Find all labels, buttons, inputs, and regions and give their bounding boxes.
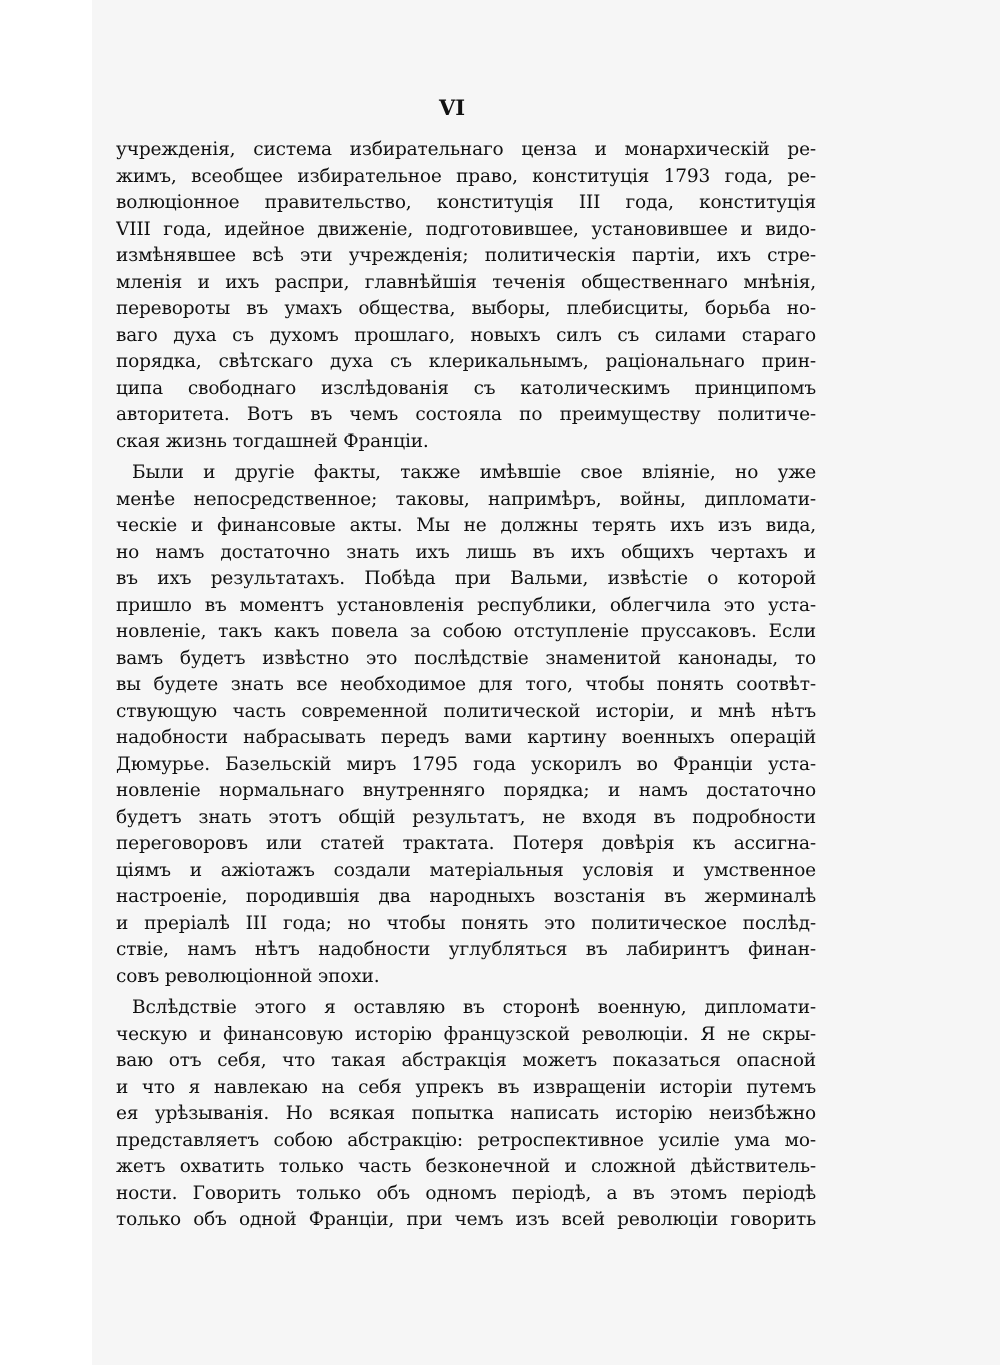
- text-line: но намъ достаточно знать ихъ лишь въ ихъ общихъ чертахъ и: [116, 541, 816, 563]
- text-line: измѣнявшее всѣ эти учрежденія; политическія партіи, ихъ стре-: [116, 245, 816, 266]
- text-line: ея урѣзыванія. Но всякая попытка написать исторію неизбѣжно: [116, 1103, 816, 1124]
- text-line: перевороты въ умахъ общества, выборы, плебисциты, борьба но-: [116, 298, 816, 319]
- text-line: настроеніе, породившія два народныхъ возстанія въ жерминалѣ: [116, 886, 816, 907]
- text-line: совъ революціонной эпохи.: [116, 965, 380, 987]
- paragraph: [116, 460, 816, 990]
- text-line: представляетъ собою абстракцію: ретроспективное усиліе ума мо-: [116, 1129, 816, 1151]
- paragraph: [116, 995, 816, 1234]
- text-line: волюціонное правительство, конституція III года, конституція: [116, 192, 816, 213]
- text-line: будетъ знать этотъ общій результатъ, не входя въ подробности: [116, 806, 816, 828]
- text-line: въ ихъ результатахъ. Побѣда при Вальми, извѣстіе о которой: [116, 568, 816, 589]
- text-line: ваго духа съ духомъ прошлаго, новыхъ силъ съ силами стараго: [116, 324, 816, 346]
- text-line: вы будете знать все необходимое для того, чтобы понять соотвѣт-: [116, 674, 816, 695]
- text-line: учрежденія, система избирательнаго ценза и монархическій ре-: [116, 139, 816, 160]
- text-line: авторитета. Вотъ въ чемъ состояла по преимуществу политиче-: [116, 404, 816, 425]
- text-line: ваю отъ себя, что такая абстракція можетъ показаться опасной: [116, 1050, 816, 1071]
- text-line: только объ одной Франціи, при чемъ изъ всей революціи говорить: [116, 1209, 816, 1230]
- text-line: и преріалѣ III года; но чтобы понять это политическое послѣд-: [116, 912, 816, 934]
- page-number: VI: [438, 95, 466, 120]
- text-body: [116, 137, 816, 1234]
- text-line: порядка, свѣтскаго духа съ клерикальнымъ, раціональнаго прин-: [116, 351, 816, 372]
- text-line: ческіе и финансовые акты. Мы не должны терять ихъ изъ вида,: [116, 515, 816, 536]
- text-line: VIII года, идейное движеніе, подготовившее, установившее и видо-: [116, 218, 816, 240]
- text-line: мленія и ихъ распри, главнѣйшія теченія общественнаго мнѣнія,: [116, 271, 816, 293]
- text-line: и что я навлекаю на себя упрекъ въ извращеніи исторіи путемъ: [116, 1076, 816, 1098]
- text-line: ческую и финансовую исторію французской революціи. Я не скры-: [116, 1023, 816, 1045]
- text-line: Вслѣдствіе этого я оставляю въ сторонѣ военную, дипломати-: [132, 997, 816, 1018]
- text-line: жетъ охватить только часть безконечной и сложной дѣйствитель-: [116, 1156, 816, 1177]
- text-line: пришло въ моментъ установленія республики, облегчила это уста-: [116, 594, 816, 616]
- text-line: надобности набрасывать передъ вами картину военныхъ операцій: [116, 727, 816, 748]
- text-line: ствіе, намъ нѣтъ надобности углубляться въ лабиринтъ финан-: [116, 939, 816, 960]
- text-line: жимъ, всеобщее избирательное право, конституція 1793 года, ре-: [116, 165, 816, 187]
- text-line: менѣе непосредственное; таковы, напримѣръ, войны, дипломати-: [116, 488, 816, 510]
- text-line: переговоровъ или статей трактата. Потеря довѣрія къ ассигна-: [116, 833, 816, 854]
- paragraph: [116, 137, 816, 455]
- text-line: ская жизнь тогдашней Франціи.: [116, 430, 429, 452]
- text-line: Дюмурье. Базельскій миръ 1795 года ускорилъ во Франціи уста-: [116, 753, 816, 775]
- text-line: ности. Говорить только объ одномъ періодѣ, а въ этомъ періодѣ: [116, 1182, 816, 1204]
- book-page: [116, 95, 816, 1239]
- text-line: ципа свободнаго изслѣдованія съ католическимъ принципомъ: [116, 377, 816, 399]
- text-line: новленіе, такъ какъ повела за собою отступленіе пруссаковъ. Если: [116, 621, 816, 642]
- text-line: ціямъ и ажіотажъ создали матеріальныя условія и умственное: [116, 859, 816, 881]
- text-line: вамъ будетъ извѣстно это послѣдствіе знаменитой канонады, то: [116, 647, 816, 669]
- text-line: Были и другіе факты, также имѣвшіе свое вліяніе, но уже: [132, 462, 816, 483]
- text-line: новленіе нормальнаго внутренняго порядка; и намъ достаточно: [116, 780, 816, 801]
- text-line: ствующую часть современной политической исторіи, и мнѣ нѣтъ: [116, 700, 816, 722]
